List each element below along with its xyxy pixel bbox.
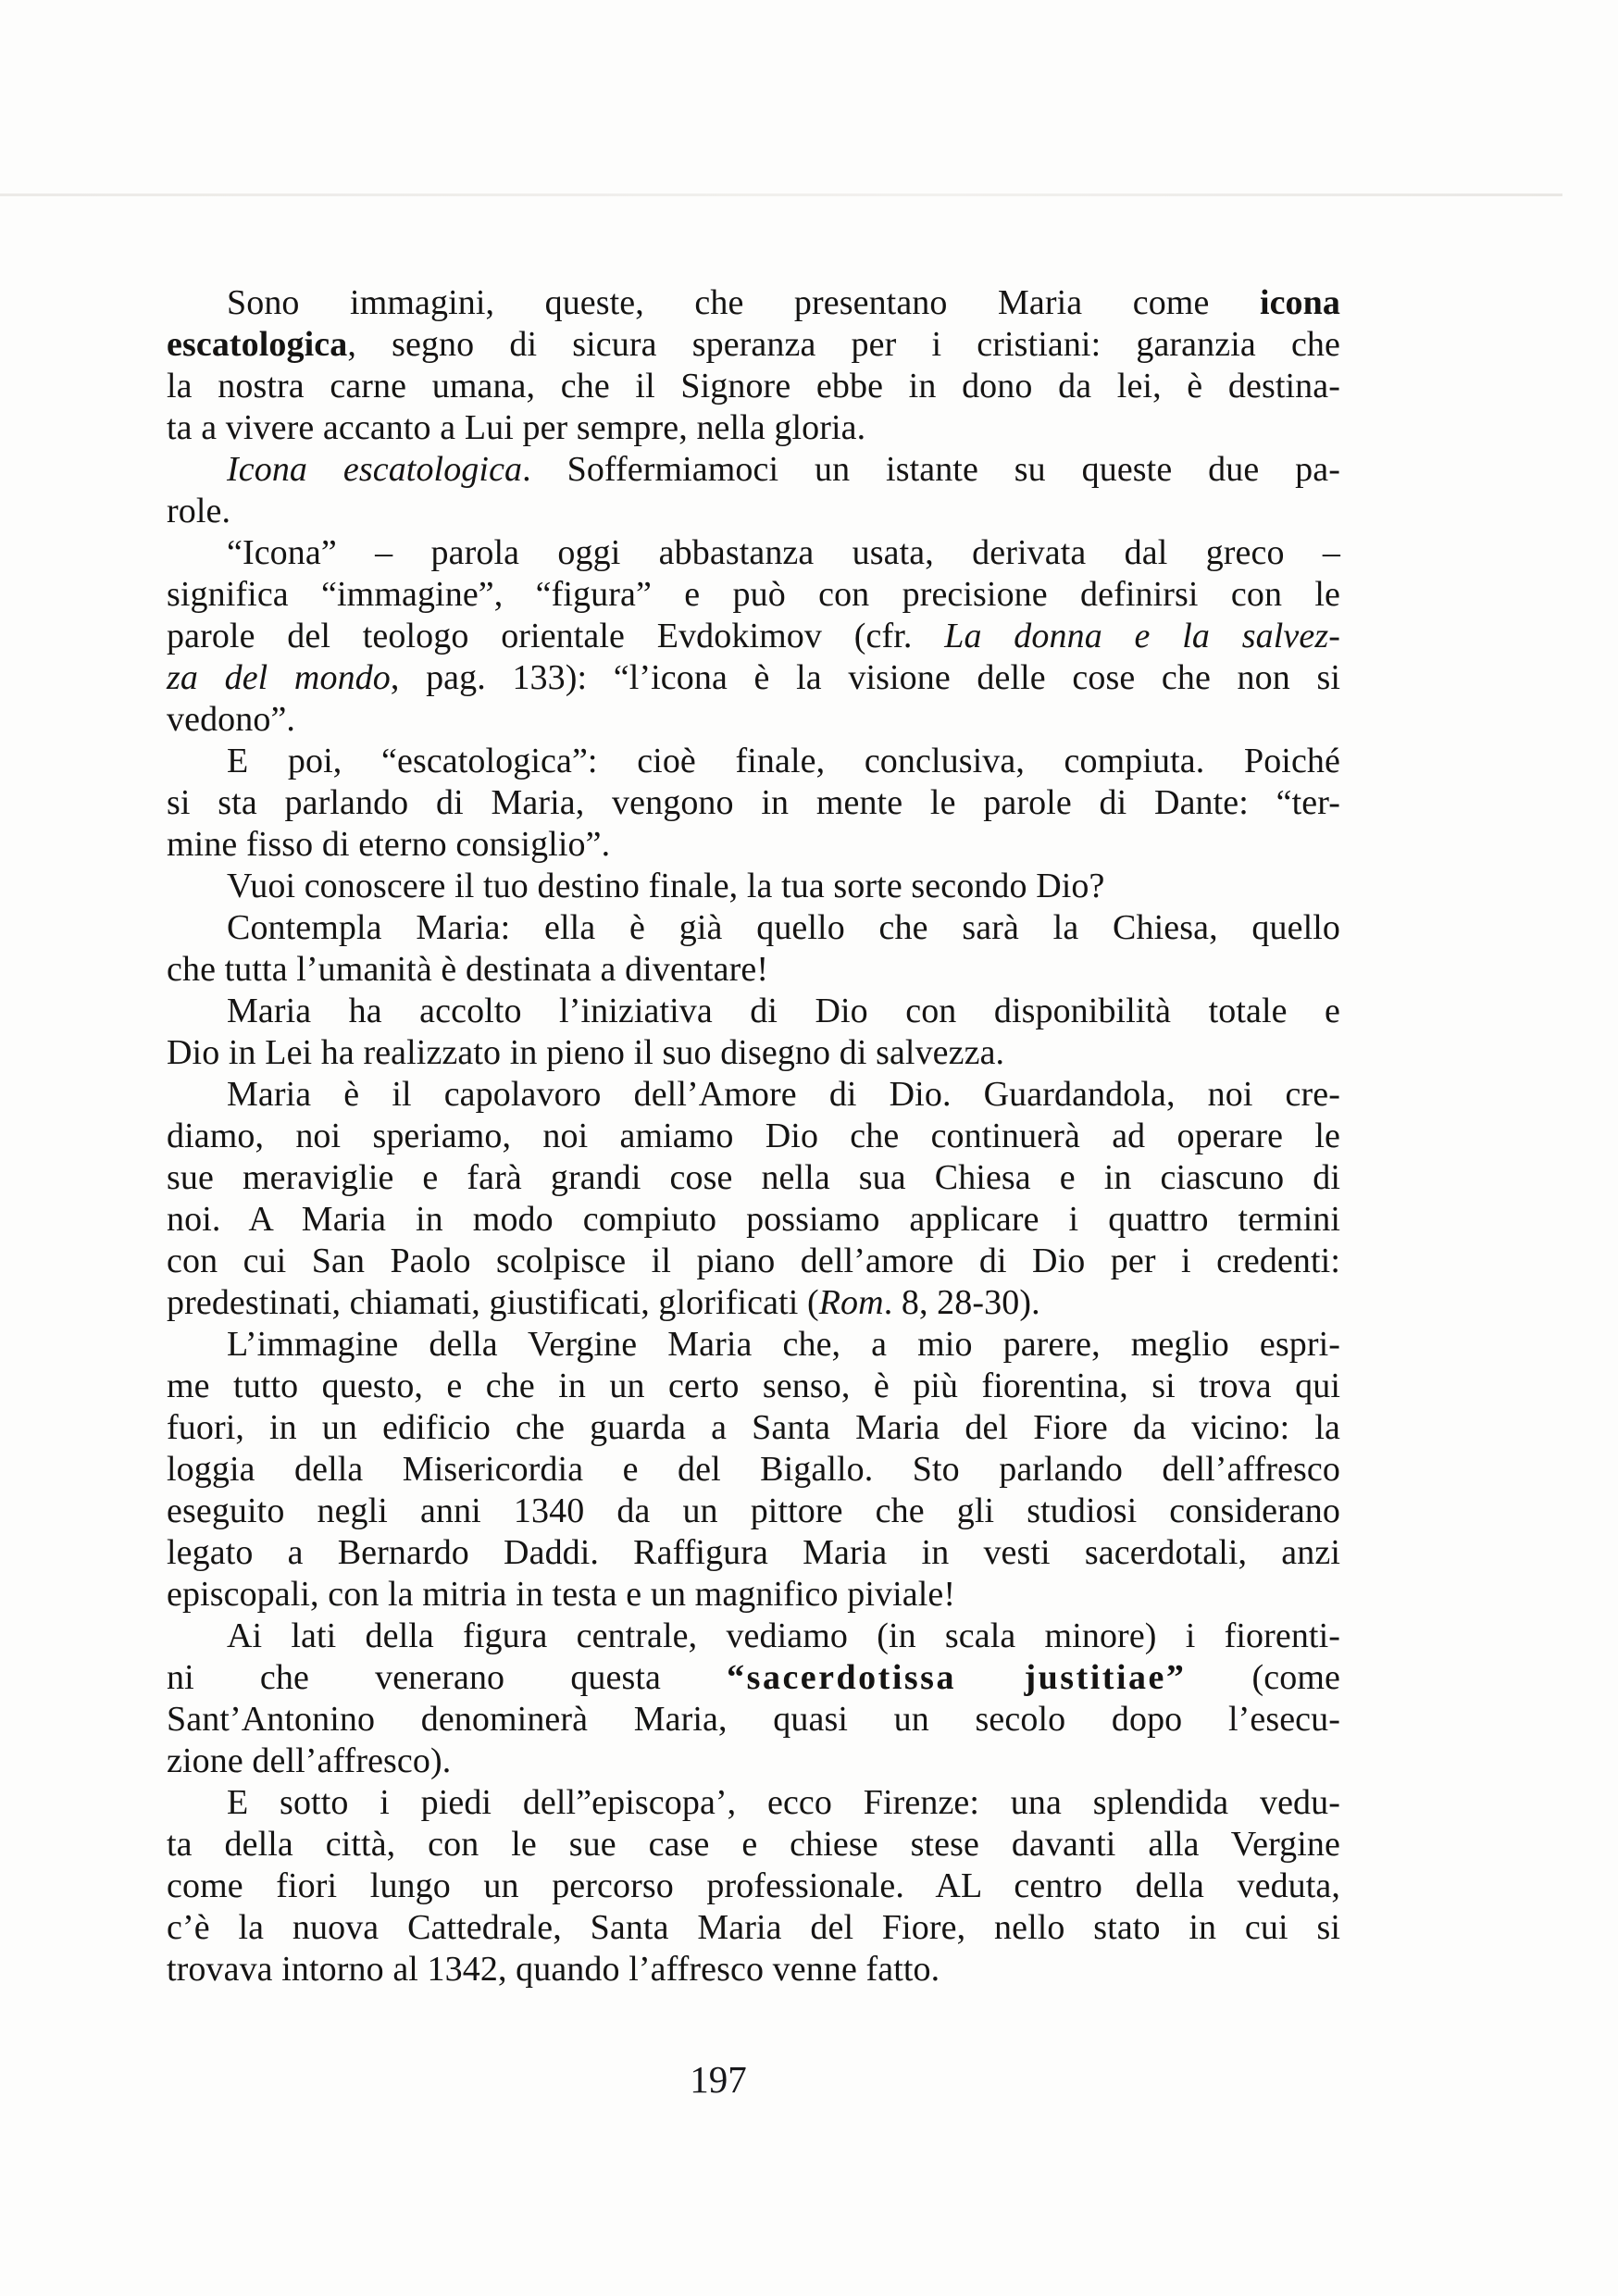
text-segment: mine fisso di eterno consiglio”. bbox=[167, 825, 611, 864]
text-segment: “sacerdotissa justitiae” bbox=[727, 1658, 1187, 1697]
text-segment: trovava intorno al 1342, quando l’affresco venne fatto. bbox=[167, 1950, 940, 1989]
text-segment: Sono immagini, queste, che presentano Maria come bbox=[227, 283, 1260, 322]
text-line bbox=[167, 324, 1340, 366]
text-segment: vedono”. bbox=[167, 700, 296, 739]
text-segment: Maria ha accolto l’iniziativa di Dio con disponibilità totale e bbox=[227, 992, 1340, 1030]
text-segment: L’immagine della Vergine Maria che, a mio parere, meglio espri- bbox=[227, 1325, 1340, 1364]
text-segment: parole del teologo orientale Evdokimov (cfr. bbox=[167, 617, 945, 655]
text-line bbox=[167, 1657, 1340, 1699]
text-line bbox=[167, 1866, 1340, 1907]
text-segment: me tutto questo, e che in un certo senso, è più fiorentina, si trova qui bbox=[167, 1366, 1340, 1405]
text-segment: , segno di sicura speranza per i cristiani: garanzia che bbox=[347, 325, 1340, 364]
text-line bbox=[167, 1907, 1340, 1949]
text-line bbox=[167, 407, 1340, 449]
text-line bbox=[167, 1824, 1340, 1866]
text-segment: eseguito negli anni 1340 da un pittore che gli studiosi considerano bbox=[167, 1491, 1340, 1530]
text-segment: La donna e la salvez- bbox=[944, 617, 1340, 655]
text-segment: legato a Bernardo Daddi. Raffigura Maria in vesti sacerdotali, anzi bbox=[167, 1533, 1340, 1572]
text-segment: fuori, in un edificio che guarda a Santa Maria del Fiore da vicino: la bbox=[167, 1408, 1340, 1447]
text-line bbox=[167, 1532, 1340, 1574]
text-line bbox=[167, 1241, 1340, 1282]
text-segment: che tutta l’umanità è destinata a diventare! bbox=[167, 950, 769, 989]
text-segment: ni che venerano questa bbox=[167, 1658, 728, 1697]
text-line bbox=[167, 824, 1340, 866]
text-line bbox=[167, 491, 1340, 532]
text-segment: loggia della Misericordia e del Bigallo. Sto parlando dell’affresco bbox=[167, 1450, 1340, 1489]
text-line bbox=[167, 1574, 1340, 1616]
text-segment: zione dell’affresco). bbox=[167, 1741, 452, 1780]
text-segment: la nostra carne umana, che il Signore ebbe in dono da lei, è destina- bbox=[167, 367, 1340, 406]
text-segment: “Icona” – parola oggi abbastanza usata, derivata dal greco – bbox=[227, 533, 1340, 572]
text-line bbox=[167, 1282, 1340, 1324]
text-segment: E poi, “escatologica”: cioè finale, conclusiva, compiuta. Poiché bbox=[227, 742, 1340, 780]
text-segment: ta della città, con le sue case e chiese stese davanti alla Vergine bbox=[167, 1825, 1340, 1864]
text-line bbox=[167, 1949, 1340, 1990]
text-line bbox=[167, 449, 1340, 491]
text-line bbox=[167, 1491, 1340, 1532]
text-line bbox=[167, 366, 1340, 407]
text-line bbox=[167, 907, 1340, 949]
text-segment: . Soffermiamoci un istante su queste due pa- bbox=[522, 450, 1340, 489]
text-line bbox=[167, 1157, 1340, 1199]
text-segment: Maria è il capolavoro dell’Amore di Dio. Guardandola, noi cre- bbox=[227, 1075, 1340, 1114]
text-segment: escatologica bbox=[167, 325, 348, 364]
text-segment: , pag. 133): “l’icona è la visione delle cose che non si bbox=[390, 658, 1340, 697]
text-segment: ta a vivere accanto a Lui per sempre, nella gloria. bbox=[167, 408, 866, 447]
text-line bbox=[167, 1407, 1340, 1449]
text-line bbox=[167, 1116, 1340, 1157]
text-segment: za del mondo bbox=[167, 658, 391, 697]
text-segment: role. bbox=[167, 492, 231, 530]
text-line bbox=[167, 1782, 1340, 1824]
text-line bbox=[167, 741, 1340, 782]
text-segment: significa “immagine”, “figura” e può con precisione definirsi con le bbox=[167, 575, 1340, 614]
text-line bbox=[167, 782, 1340, 824]
text-segment: icona bbox=[1259, 283, 1340, 322]
text-block bbox=[167, 282, 1340, 1990]
text-line bbox=[167, 657, 1340, 699]
text-segment: Contempla Maria: ella è già quello che sarà la Chiesa, quello bbox=[227, 908, 1340, 947]
text-line bbox=[167, 1366, 1340, 1407]
text-line bbox=[167, 282, 1340, 324]
text-line bbox=[167, 1324, 1340, 1366]
text-segment: Dio in Lei ha realizzato in pieno il suo disegno di salvezza. bbox=[167, 1033, 1005, 1072]
text-segment: Vuoi conoscere il tuo destino finale, la tua sorte secondo Dio? bbox=[227, 867, 1105, 905]
text-segment: sue meraviglie e farà grandi cose nella sua Chiesa e in ciascuno di bbox=[167, 1158, 1340, 1197]
text-line bbox=[167, 616, 1340, 657]
text-line bbox=[167, 949, 1340, 991]
text-line bbox=[167, 1449, 1340, 1491]
text-segment: (come bbox=[1186, 1658, 1340, 1697]
text-segment: . 8, 28-30). bbox=[883, 1283, 1040, 1322]
text-line bbox=[167, 1699, 1340, 1741]
text-segment: E sotto i piedi dell”episcopa’, ecco Firenze: una splendida vedu- bbox=[227, 1783, 1340, 1822]
scan-artifact-line bbox=[0, 193, 1562, 196]
text-segment: predestinati, chiamati, giustificati, glorificati ( bbox=[167, 1283, 819, 1322]
text-segment: episcopali, con la mitria in testa e un magnifico piviale! bbox=[167, 1575, 956, 1614]
text-segment: diamo, noi speriamo, noi amiamo Dio che continuerà ad operare le bbox=[167, 1117, 1340, 1155]
text-line bbox=[167, 1074, 1340, 1116]
text-line bbox=[167, 866, 1340, 907]
text-line bbox=[167, 574, 1340, 616]
text-segment: Sant’Antonino denominerà Maria, quasi un secolo dopo l’esecu- bbox=[167, 1700, 1340, 1739]
page-number: 197 bbox=[690, 2058, 747, 2101]
text-segment: Ai lati della figura centrale, vediamo (in scala minore) i fiorenti- bbox=[227, 1616, 1340, 1655]
text-segment: come fiori lungo un percorso professionale. AL centro della veduta, bbox=[167, 1866, 1340, 1905]
text-segment: con cui San Paolo scolpisce il piano dell’amore di Dio per i credenti: bbox=[167, 1242, 1340, 1280]
text-line bbox=[167, 991, 1340, 1032]
text-line bbox=[167, 1741, 1340, 1782]
text-segment: si sta parlando di Maria, vengono in mente le parole di Dante: “ter- bbox=[167, 783, 1340, 822]
text-line bbox=[167, 1032, 1340, 1074]
text-line bbox=[167, 532, 1340, 574]
text-segment: Rom bbox=[818, 1283, 884, 1322]
text-segment: Icona escatologica bbox=[227, 450, 523, 489]
text-segment: c’è la nuova Cattedrale, Santa Maria del Fiore, nello stato in cui si bbox=[167, 1908, 1340, 1947]
text-line bbox=[167, 1199, 1340, 1241]
text-line bbox=[167, 699, 1340, 741]
text-segment: noi. A Maria in modo compiuto possiamo applicare i quattro termini bbox=[167, 1200, 1340, 1239]
text-line bbox=[167, 1616, 1340, 1657]
